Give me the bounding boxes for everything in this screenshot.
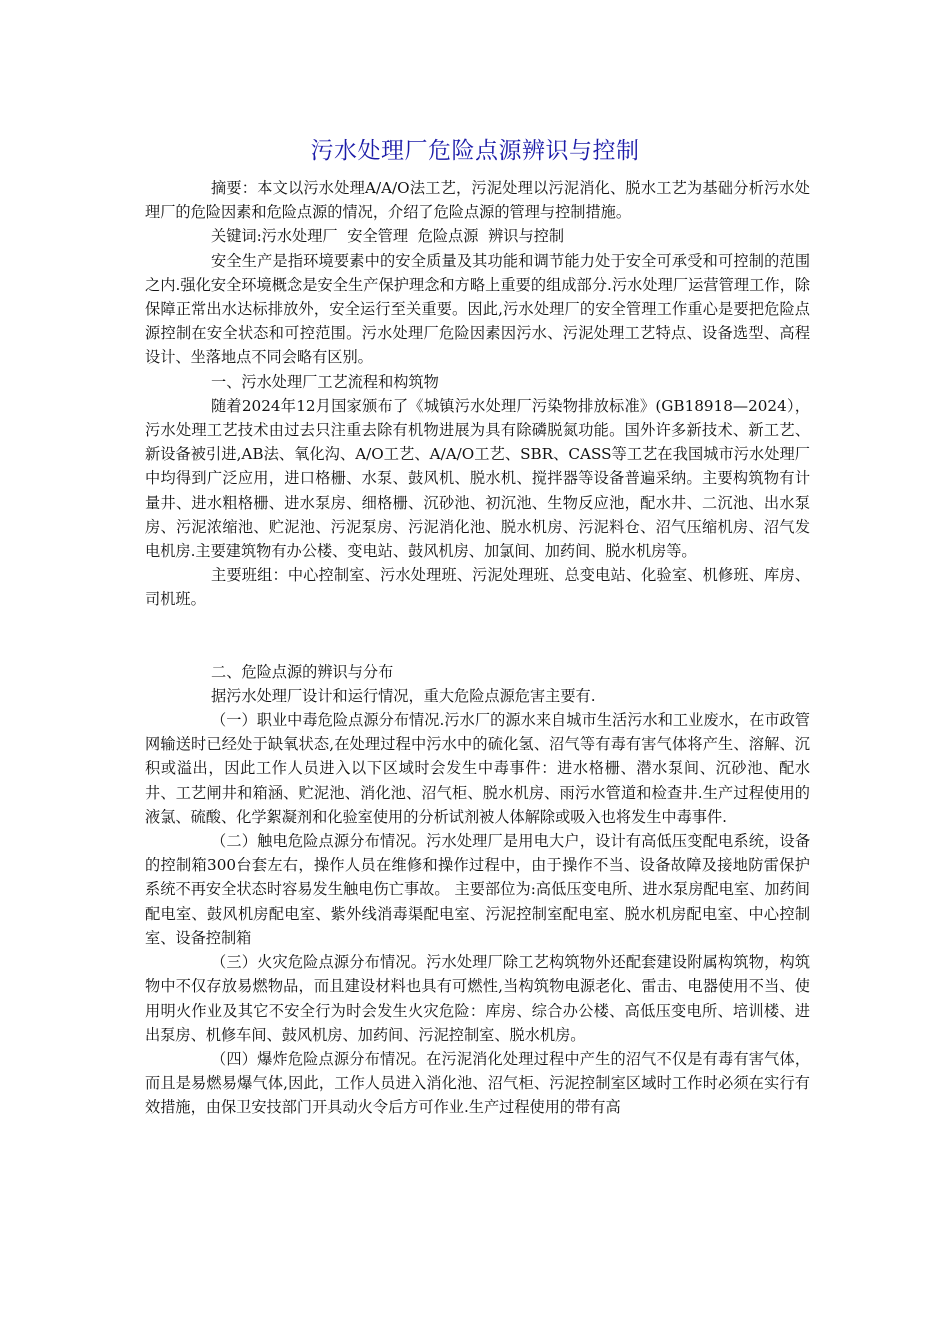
document-title: 污水处理厂危险点源辨识与控制 bbox=[310, 138, 640, 164]
section-gap bbox=[145, 612, 810, 660]
section1-teams-paragraph: 主要班组：中心控制室、污水处理班、污泥处理班、总变电站、化验室、机修班、库房、司机班。 bbox=[145, 566, 810, 609]
section2-intro-paragraph: 据污水处理厂设计和运行情况，重大危险点源危害主要有. bbox=[211, 686, 596, 705]
section1-paragraph: 随着2024年12月国家颁布了《城镇污水处理厂污染物排放标准》(GB18918—2024），污水处理工艺技术由过去只注重去除有机物进展为具有除磷脱氮功能。国外许多新技术、新工艺、新设备被引进,AB法、氧化沟、A/O工艺、A/A/O工艺、SBR、CASS等工艺在我国城市污水处理厂中均得到广泛应用，进口格栅、水泵、鼓风机、脱水机、搅拌器等设备普遍采纳。主要构筑物有计量井、进水粗格栅、进水泵房、细格栅、沉砂池、初沉池、生物反应池，配水井、二沉池、出水泵房、污泥浓缩池、贮泥池、污泥泵房、污泥消化池、脱水机房、污泥料仓、沼气压缩机房、沼气发电机房.主要建筑物有办公楼、变电站、鼓风机房、加氯间、加药间、脱水机房等。 bbox=[145, 396, 810, 561]
item-electric-shock: （二）触电危险点源分布情况。污水处理厂是用电大户，设计有高低压变配电系统，设备的控制箱300台套左右，操作人员在维修和操作过程中，由于操作不当、设备故障及接地防雷保护系统不再安全状态时容易发生触电伤亡事故。 主要部位为:高低压变电所、进水泵房配电室、加药间配电室、鼓风机房配电室、紫外线消毒渠配电室、污泥控制室配电室、脱水机房配电室、中心控制室、设备控制箱 bbox=[145, 832, 810, 947]
item-occupational-poisoning: （一）职业中毒危险点源分布情况.污水厂的源水来自城市生活污水和工业废水，在市政管网输送时已经处于缺氧状态,在处理过程中污水中的硫化氢、沼气等有毒有害气体将产生、溶解、沉积或溢出，因此工作人员进入以下区域时会发生中毒事件：进水格栅、潜水泵间、沉砂池、配水井、工艺闸井和箱涵、贮泥池、消化池、沼气柜、脱水机房、雨污水管道和检查井.生产过程使用的液氯、硫酸、化学絮凝剂和化验室使用的分析试剂被人体解除或吸入也将发生中毒事件. bbox=[145, 711, 810, 826]
item-explosion: （四）爆炸危险点源分布情况。在污泥消化处理过程中产生的沼气不仅是有毒有害气体，而且是易燃易爆气体,因此，工作人员进入消化池、沼气柜、污泥控制室区域时工作时必须在实行有效措施，由保卫安技部门开具动火令后方可作业.生产过程使用的带有高 bbox=[145, 1049, 810, 1117]
keywords-line: 关键词:污水处理厂 安全管理 危险点源 辨识与控制 bbox=[211, 227, 565, 246]
document-body bbox=[145, 176, 810, 1120]
abstract-paragraph: 摘要：本文以污水处理A/A/O法工艺，污泥处理以污泥消化、脱水工艺为基础分析污水处理厂的危险因素和危险点源的情况，介绍了危险点源的管理与控制措施。 bbox=[145, 179, 810, 222]
section1-heading: 一、污水处理厂工艺流程和构筑物 bbox=[211, 372, 439, 391]
section2-heading: 二、危险点源的辨识与分布 bbox=[211, 662, 394, 681]
intro-paragraph: 安全生产是指环境要素中的安全质量及其功能和调节能力处于安全可承受和可控制的范围之内.强化安全环境概念是安全生产保护理念和方略上重要的组成部分.污水处理厂运营管理工作，除保障正常出水达标排放外，安全运行至关重要。因此,污水处理厂的安全管理工作重心是要把危险点源控制在安全状态和可控范围。污水处理厂危险因素因污水、污泥处理工艺特点、设备选型、高程设计、坐落地点不同会略有区别。 bbox=[145, 251, 810, 367]
item-fire: （三）火灾危险点源分布情况。污水处理厂除工艺构筑物外还配套建设附属构筑物，构筑物中不仅存放易燃物品，而且建设材料也具有可燃性,当构筑物电源老化、雷击、电器使用不当、使用明火作业及其它不安全行为时会发生火灾危险：库房、综合办公楼、高低压变电所、培训楼、进出泵房、机修车间、鼓风机房、加药间、污泥控制室、脱水机房。 bbox=[145, 953, 810, 1044]
